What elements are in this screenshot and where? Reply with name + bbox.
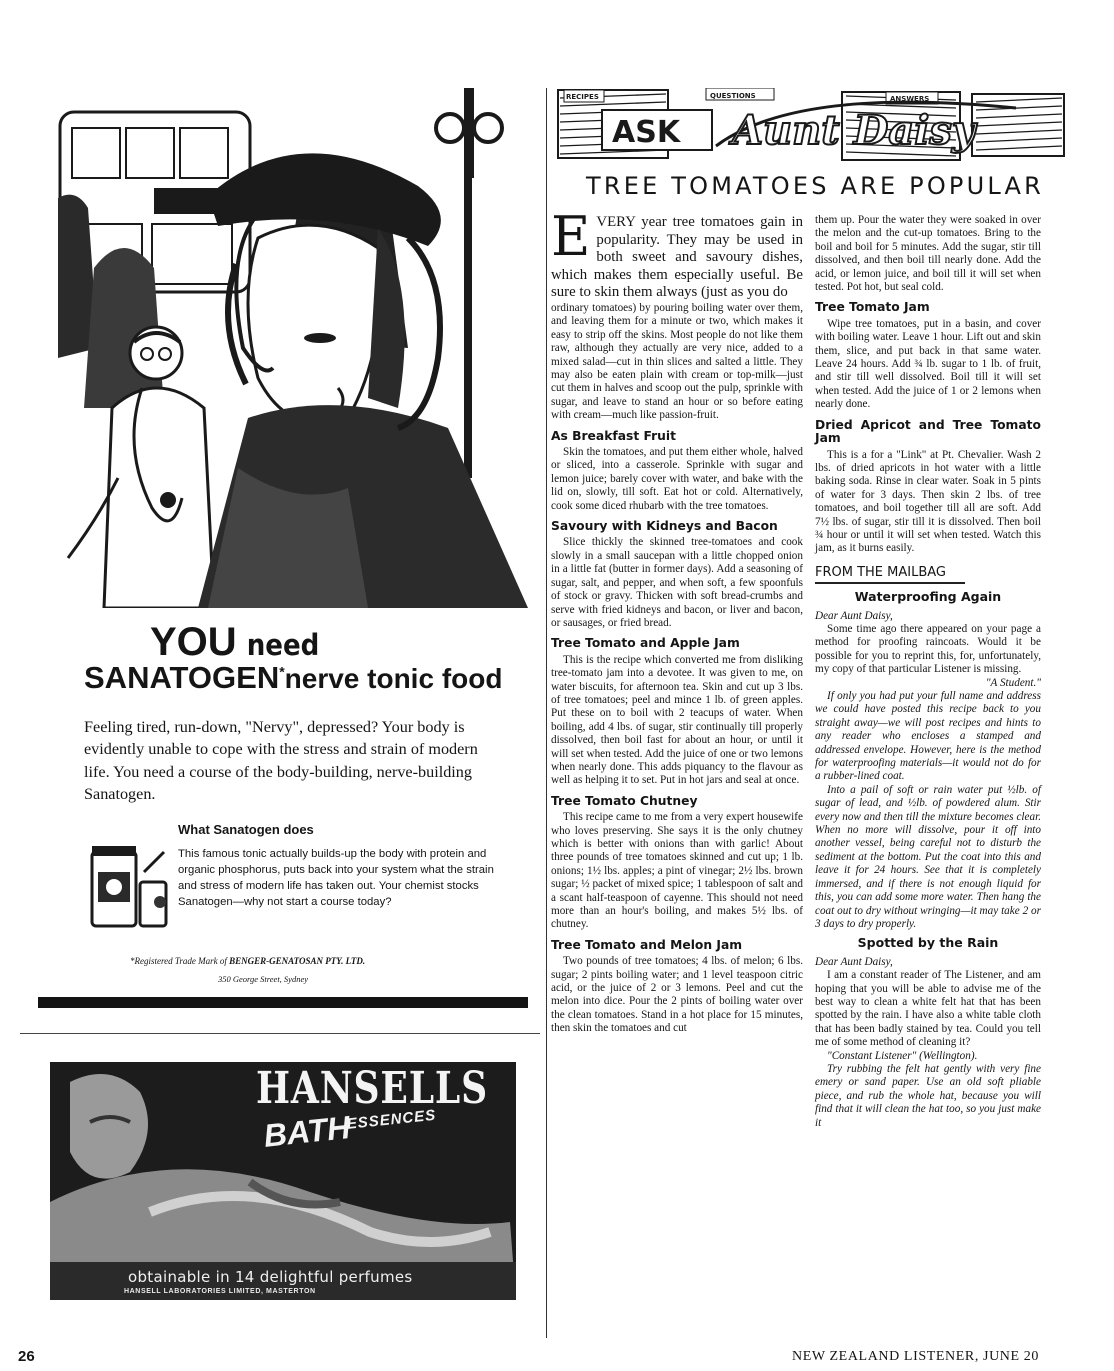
ad-bottom-rule (38, 997, 528, 1008)
column-divider (546, 88, 547, 1338)
subhead-chutney: Tree Tomato Chutney (551, 793, 698, 808)
chutney-paragraph: This recipe came to me from a very expert housewife who loves preserving. She says it is the only chutney which is better with onions than with garlic! About three pounds of tree tomatoes skinned and cut up; 1 lb. onions; 1½ lbs. apples; a pint of vinegar; 2½ lbs. brown sugar; ½ packet of mixed spice; 1 tablespoon of salt and a scant half-teaspoon of cayenne. This should not need more than an hour's boiling, and makes 5½ lbs. of chutney. (551, 811, 803, 931)
article-headline: TREE TOMATOES ARE POPULAR (586, 172, 1044, 200)
melon-jam-continued: them up. Pour the water they were soaked in over the melon and the cut-up tomatoes. Bring to the boil and boil for 5 minutes. Add the sugar, stir till dissolved, and then boil till nearly done. Add the acid, or lemon juice, and boil till it will set when tested. Pot hot, but seal cold. (815, 214, 1041, 294)
hansells-bath: BATH (262, 1108, 352, 1154)
rain-letter: I am a constant reader of The Listener, and am hoping that you will be able to advise me of the best way to clean a white felt hat that has been spotted by the rain. I have also a white table cloth that has been badly stained by tea. Could you tell me of some method of cleaning it? (815, 969, 1041, 1049)
apple-jam-paragraph: This is the recipe which converted me from disliking tree-tomato jam into a devotee. It was given to me, on water biscuits, for afternoon tea. Skin and cut up 3 lbs. of tree tomatoes; peel and mince 1 lb. of green apples. Put these on to boil with 2 teacups of water. When boiling, add 4 lbs. of sugar, stir continually till properly dissolved, then boil fast for about an hour, or until it will set when tested. Add the juice of one or two lemons when nearly done. This adds piquancy to the flavour as well as helping it to set. Put in hot jars and seal at once. (551, 653, 803, 787)
article-column-2 (815, 214, 1041, 1130)
melon-jam-paragraph: Two pounds of tree tomatoes; 4 lbs. of melon; 6 lbs. sugar; 2 pints boiling water; and 1 level teaspoon citric acid, or the juice of 2 or 3 lemons. Peel and cut the melon into dice. Pour the 2 pints of boiling water over the clean tomatoes. Stand in a hot place for 15 minutes, then skin the tomatoes and cut (551, 955, 803, 1035)
intro-paragraph: ordinary tomatoes) by pouring boiling water over them, and leaving them for a minute or two, which makes it easy to strip off the skins. Most people do not like them raw, although they actually are very nice, added to a mixed salad—cut in thin slices and salted a little. They may also be eaten plain with cream or top-milk—just cut them in halves and scoop out the pulp, sprinkle with sugar, and leave to stand an hour or so before eating with cream—much like passion-fruit. (551, 301, 803, 422)
ad-separator (20, 1033, 540, 1034)
masthead-answers: ANSWERS (890, 95, 930, 103)
subhead-apricot-jam: Dried Apricot and Tree Tomato Jam (815, 417, 1041, 446)
rain-signature: "Constant Listener" (Wellington). (827, 1049, 978, 1062)
breakfast-paragraph: Skin the tomatoes, and put them either whole, halved or sliced, into a casserole. Sprinkle with sugar and lemon juice; barely cover with water, and bake with the lid on, slowly, till soft. Eat hot or cold. Alternatively, cook some diced rhubarb with the tree tomatoes. (551, 446, 803, 512)
article-column-1 (551, 205, 803, 1036)
subhead-savoury: Savoury with Kidneys and Bacon (551, 519, 778, 534)
mailbag-rule (815, 582, 965, 584)
company-name: BENGER-GENATOSAN PTY. LTD. (229, 956, 366, 966)
page-number: 26 (18, 1348, 35, 1365)
ask-aunt-daisy-masthead (556, 88, 1066, 162)
sanatogen-illustration (58, 88, 528, 608)
need-word: need (246, 628, 320, 662)
salutation-1: Dear Aunt Daisy, (815, 609, 893, 622)
apricot-jam-paragraph: This is a for a "Link" at Pt. Chevalier. Wash 2 lbs. of dried apricots in hot water with a little baking soda. Rinse in clear water. Soak in 5 pints of water for 3 days. Then skin 2 lbs. of tree tomatoes, and boil together till all are soft. Add 7½ lbs. of sugar, stir till it is dissolved. Then boil ¾ hour or until it will set when tested. Watch this jam, as it burns easily. (815, 448, 1041, 555)
ad-headline-sanatogen (84, 660, 524, 696)
lead-text: VERY year tree tomatoes gain in popularity. They may be used in both sweet and savoury dishes, which makes them especially useful. Be sure to skin them always (just as you do (551, 214, 803, 301)
trademark-asterisk: * (279, 663, 285, 680)
rain-reply: Try rubbing the felt hat gently with very fine emery or sand paper. Use an old soft pliable piece, and rub the whole hat, because you will find that it will clean the hat too, so you just make it (815, 1062, 1041, 1129)
ad-details: This famous tonic actually builds-up the body with protein and organic phosphorus, puts back into your system what the strain and stress of modern life has taken out. Your chemist stocks Sanatogen—why not start a course today? (178, 848, 494, 908)
waterproof-reply-2: Into a pail of soft or rain water put ½lb. of sugar of lead, and ½lb. of powdered alum. Stir every now and then till the mixture becomes clear. When no more will dissolve, pour it off into another vessel, being careful not to disturb the sediment at the bottom. Put the coat into this and leave it for 24 hours. See that it is completely immersed, and if there is not enough liquid for this, you can add some more water. Then hang the coat out to dry without wringing—it may take 2 or 3 days to dry properly. (815, 783, 1041, 930)
tagline: nerve tonic food (284, 663, 503, 694)
publication-line: NEW ZEALAND LISTENER, JUNE 20 (792, 1349, 1039, 1364)
lead-paragraph (551, 205, 803, 302)
dropcap: E (551, 205, 591, 268)
subhead-breakfast: As Breakfast Fruit (551, 428, 677, 443)
waterproof-reply-1: If only you had put your full name and address we could have posted this recipe back to you straight away—we will post recipes and hints to any reader who encloses a stamped and addressed envelope. However, here is the method for waterproofing materials—it would not do for a rubber-lined coat. (815, 690, 1041, 783)
masthead-recipes: RECIPES (566, 93, 599, 101)
company-address: 350 George Street, Sydney (218, 974, 309, 984)
subhead-tree-tomato-jam: Tree Tomato Jam (815, 300, 930, 315)
waterproof-letter: Some time ago there appeared on your page a method for proofing raincoats. Would it be possible for you to reprint this, for, unfortunately, my copy of that particular Listener is missing. (815, 622, 1041, 676)
hansells-essences: ESSENCES (346, 1106, 437, 1133)
salutation-2: Dear Aunt Daisy, (815, 955, 893, 968)
subhead-waterproofing: Waterproofing Again (854, 589, 1002, 605)
savoury-paragraph: Slice thickly the skinned tree-tomatoes and cook slowly in a small saucepan with a little chopped onion in a little fat (butter in former days). Add a seasoning of sugar, salt, and pepper, and when soft, a few spoonfuls of stock or gravy. Thicken with soft bread-crumbs and serve with fried kidneys and bacon, or liver and bacon, or sausages, or fried bread. (551, 536, 803, 629)
hansells-laboratory: HANSELL LABORATORIES LIMITED, MASTERTON (124, 1288, 316, 1295)
you-word: YOU (150, 620, 237, 664)
ad-headline-you (150, 620, 550, 665)
masthead-ask: ASK (612, 115, 681, 150)
sanatogen-jar-icon (86, 842, 172, 934)
trademark-note-text: *Registered Trade Mark of (130, 956, 227, 966)
ad-body-copy: Feeling tired, run-down, "Nervy", depressed? Your body is evidently unable to cope with the stress and strain of modern life. You need a course of the body-building, nerve-building Sanatogen. (84, 718, 478, 803)
masthead-questions: QUESTIONS (710, 92, 756, 100)
subhead-spotted-rain: Spotted by the Rain (857, 935, 999, 951)
subhead-melon-jam: Tree Tomato and Melon Jam (551, 937, 743, 952)
trademark-note (130, 956, 365, 966)
brand-sanatogen: SANATOGEN (84, 660, 280, 695)
hansells-perfumes: obtainable in 14 delightful perfumes (128, 1268, 413, 1286)
ad-subheading: What Sanatogen does (178, 822, 314, 837)
subhead-apple-jam: Tree Tomato and Apple Jam (551, 636, 740, 651)
waterproof-signature: "A Student." (985, 676, 1041, 689)
hansells-brand: HANSELLS (256, 1063, 488, 1114)
tree-tomato-jam-paragraph: Wipe tree tomatoes, put in a basin, and cover with boiling water. Leave 1 hour. Lift out and skin them, slice, and put back in that same water. Leave 24 hours. Add ¾ lb. sugar to 1 lb. of fruit, and stir till well dissolved. Boil till it will set when tested. Add the juice of 1 or 2 lemons when nearly done. (815, 317, 1041, 411)
mailbag-heading: FROM THE MAILBAG (815, 564, 946, 580)
masthead-aunt-daisy: Aunt Daisy (732, 107, 976, 154)
